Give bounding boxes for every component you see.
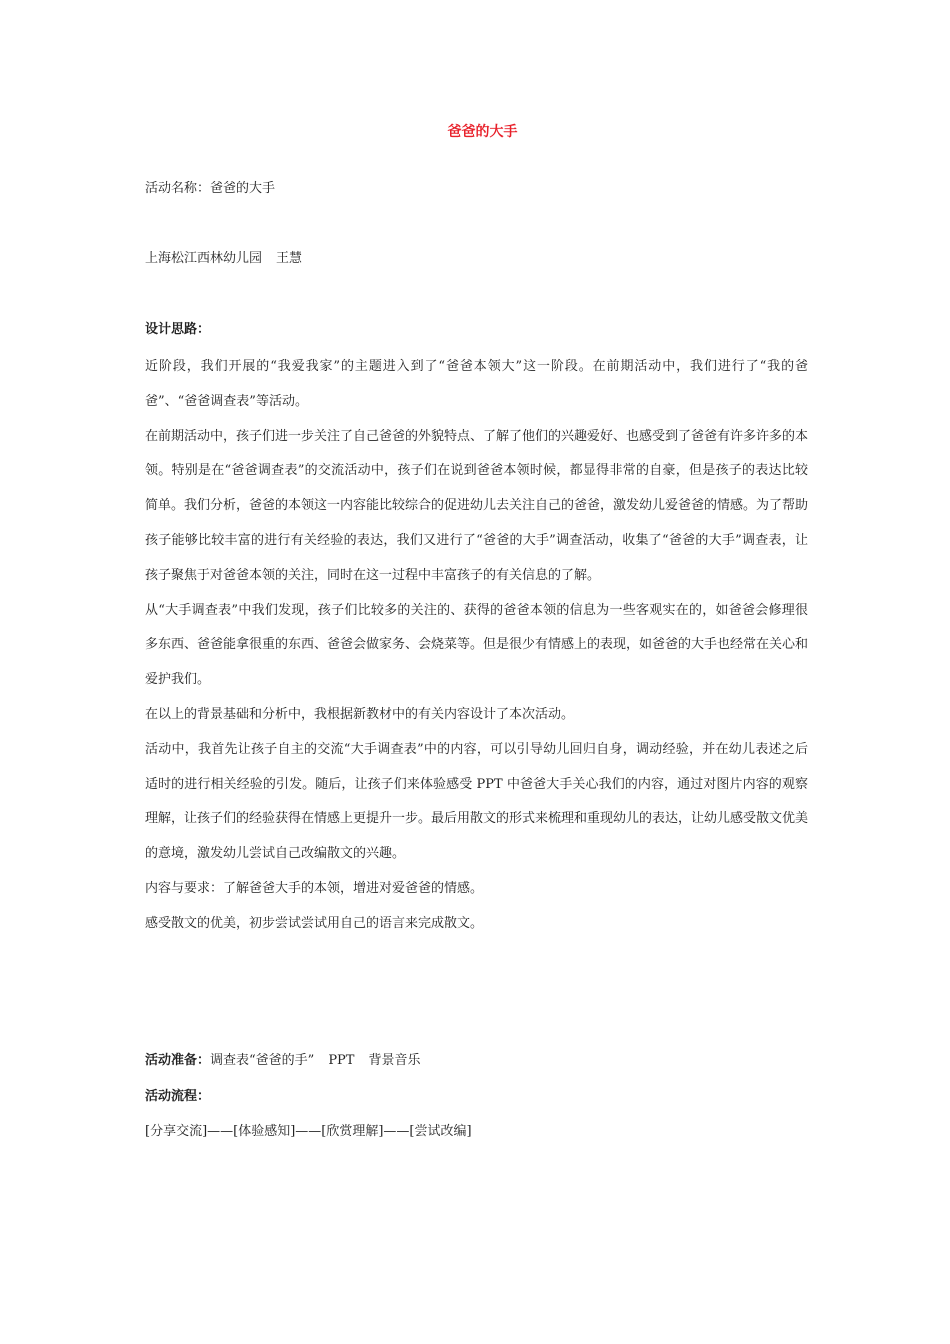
paragraph: 活动中，我首先让孩子自主的交流“大手调查表”中的内容，可以引导幼儿回归自身，调动经验，并在幼儿表述之后适时的进行相关经验的引发。随后，让孩子们来体验感受 PPT 中爸爸大手关心我们的内容，通过对图片内容的观察理解，让孩子们的经验获得在情感上更提升一步。最后用散文的形式来梳理和重现幼儿的表达，让幼儿感受散文优美的意境，激发幼儿尝试自己改编散文的兴趣。: [145, 741, 809, 862]
flow-value: [分享交流]——[体验感知]——[欣赏理解]——[尝试改编]: [145, 1124, 472, 1139]
design-body: [145, 350, 808, 942]
flow-heading: [145, 1087, 815, 1107]
prep-line: [145, 1051, 815, 1071]
paragraph: 近阶段，我们开展的“我爱我家”的主题进入到了“爸爸本领大”这一阶段。在前期活动中，我们进行了“我的爸爸”、“爸爸调查表”等活动。: [145, 359, 808, 409]
design-heading: [145, 320, 815, 340]
paragraph: 内容与要求：了解爸爸大手的本领，增进对爱爸爸的情感。: [145, 880, 484, 896]
activity-name-line: [145, 179, 815, 199]
activity-name-label: 活动名称：: [145, 181, 211, 196]
flow-label: 活动流程：: [145, 1089, 211, 1104]
activity-name-value: 爸爸的大手: [210, 181, 276, 196]
paragraph: 在以上的背景基础和分析中，我根据新教材中的有关内容设计了本次活动。: [145, 706, 575, 722]
paragraph: 从“大手调查表”中我们发现，孩子们比较多的关注的、获得的爸爸本领的信息为一些客观实在的，如爸爸会修理很多东西、爸爸能拿很重的东西、爸爸会做家务、会烧菜等。但是很少有情感上的表现，如爸爸的大手也经常在关心和爱护我们。: [145, 602, 809, 688]
author-line: [145, 249, 815, 269]
prep-item-survey: 调查表“爸爸的手”: [210, 1053, 315, 1068]
paragraph: 在前期活动中，孩子们进一步关注了自己爸爸的外貌特点、了解了他们的兴趣爱好、也感受到了爸爸有许多许多的本领。特别是在“爸爸调查表”的交流活动中，孩子们在说到爸爸本领时候，都显得非常的自豪，但是孩子的表达比较简单。我们分析，爸爸的本领这一内容能比较综合的促进幼儿去关注自己的爸爸，激发幼儿爱爸爸的情感。为了帮助孩子能够比较丰富的进行有关经验的表达，我们又进行了“爸爸的大手”调查活动，收集了“爸爸的大手”调查表，让孩子聚焦于对爸爸本领的关注，同时在这一过程中丰富孩子的有关信息的了解。: [145, 428, 809, 583]
paragraph: 感受散文的优美，初步尝试尝试用自己的语言来完成散文。: [145, 915, 484, 931]
prep-label: 活动准备：: [145, 1053, 211, 1068]
author-school: 上海松江西林幼儿园: [145, 251, 263, 266]
flow-line: [145, 1122, 815, 1142]
prep-item-ppt: PPT: [328, 1053, 355, 1068]
document-title: 爸爸的大手: [447, 124, 518, 140]
design-label: 设计思路：: [145, 322, 211, 337]
author-name: 王慧: [276, 251, 303, 266]
prep-item-music: 背景音乐: [368, 1053, 421, 1068]
